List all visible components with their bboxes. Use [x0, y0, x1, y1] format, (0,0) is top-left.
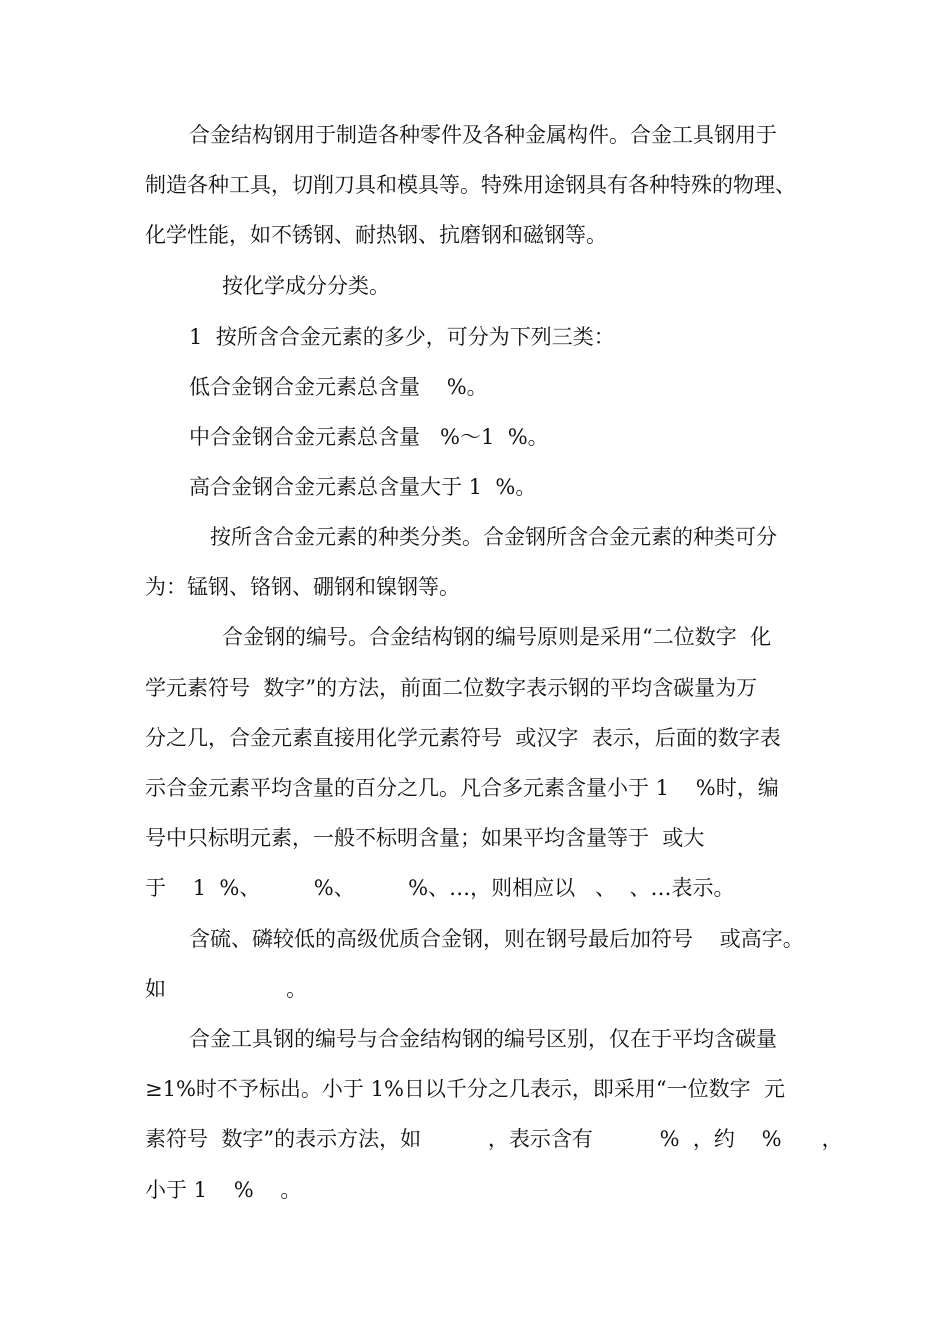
paragraph-line: 小于 1 % 。 [145, 1178, 302, 1202]
paragraph-line: 1 按所含合金元素的多少，可分为下列三类： [189, 325, 615, 349]
paragraph-line: 高合金钢合金元素总含量大于 1 %。 [189, 475, 537, 499]
paragraph-line: 化学性能，如不锈钢、耐热钢、抗磨钢和磁钢等。 [145, 223, 607, 247]
paragraph-line: 学元素符号 数字”的方法，前面二位数字表示钢的平均含碳量为万 [145, 676, 758, 700]
paragraph-line: 示合金元素平均含量的百分之几。凡合多元素含量小于 1 %时，编 [145, 776, 779, 800]
paragraph-line: 合金钢的编号。合金结构钢的编号原则是采用“二位数字 化 [222, 625, 772, 649]
paragraph-line: 低合金钢合金元素总含量 %。 [189, 375, 488, 399]
paragraph-line: 制造各种工具，切削刀具和模具等。特殊用途钢具有各种特殊的物理、 [145, 173, 796, 197]
paragraph-line: 为：锰钢、铬钢、硼钢和镍钢等。 [145, 575, 460, 599]
paragraph-line: 于 1 %、 %、 %、…，则相应以 、 、…表示。 [145, 876, 735, 900]
paragraph-line: 分之几，合金元素直接用化学元素符号 或汉字 表示，后面的数字表 [145, 726, 781, 750]
paragraph-line: 合金工具钢的编号与合金结构钢的编号区别，仅在于平均含碳量 [189, 1027, 777, 1051]
paragraph-line: 中合金钢合金元素总含量 %～1 %。 [189, 425, 549, 449]
paragraph-line: 含硫、磷较低的高级优质合金钢，则在钢号最后加符号 或高字。 [189, 927, 804, 951]
section-heading: 按化学成分分类。 [222, 274, 390, 298]
paragraph-line: 合金结构钢用于制造各种零件及各种金属构件。合金工具钢用于 [189, 123, 777, 147]
paragraph-line: 素符号 数字”的表示方法，如 ，表示含有 % ，约 % ， [145, 1127, 843, 1151]
paragraph-line: 号中只标明元素，一般不标明含量；如果平均含量等于 或大 [145, 826, 705, 850]
paragraph-line: 如 。 [145, 977, 308, 1001]
paragraph-line: ≥1%时不予标出。小于 1%日以千分之几表示，即采用“一位数字 元 [145, 1077, 785, 1101]
paragraph-line: 按所含合金元素的种类分类。合金钢所含合金元素的种类可分 [210, 525, 777, 549]
